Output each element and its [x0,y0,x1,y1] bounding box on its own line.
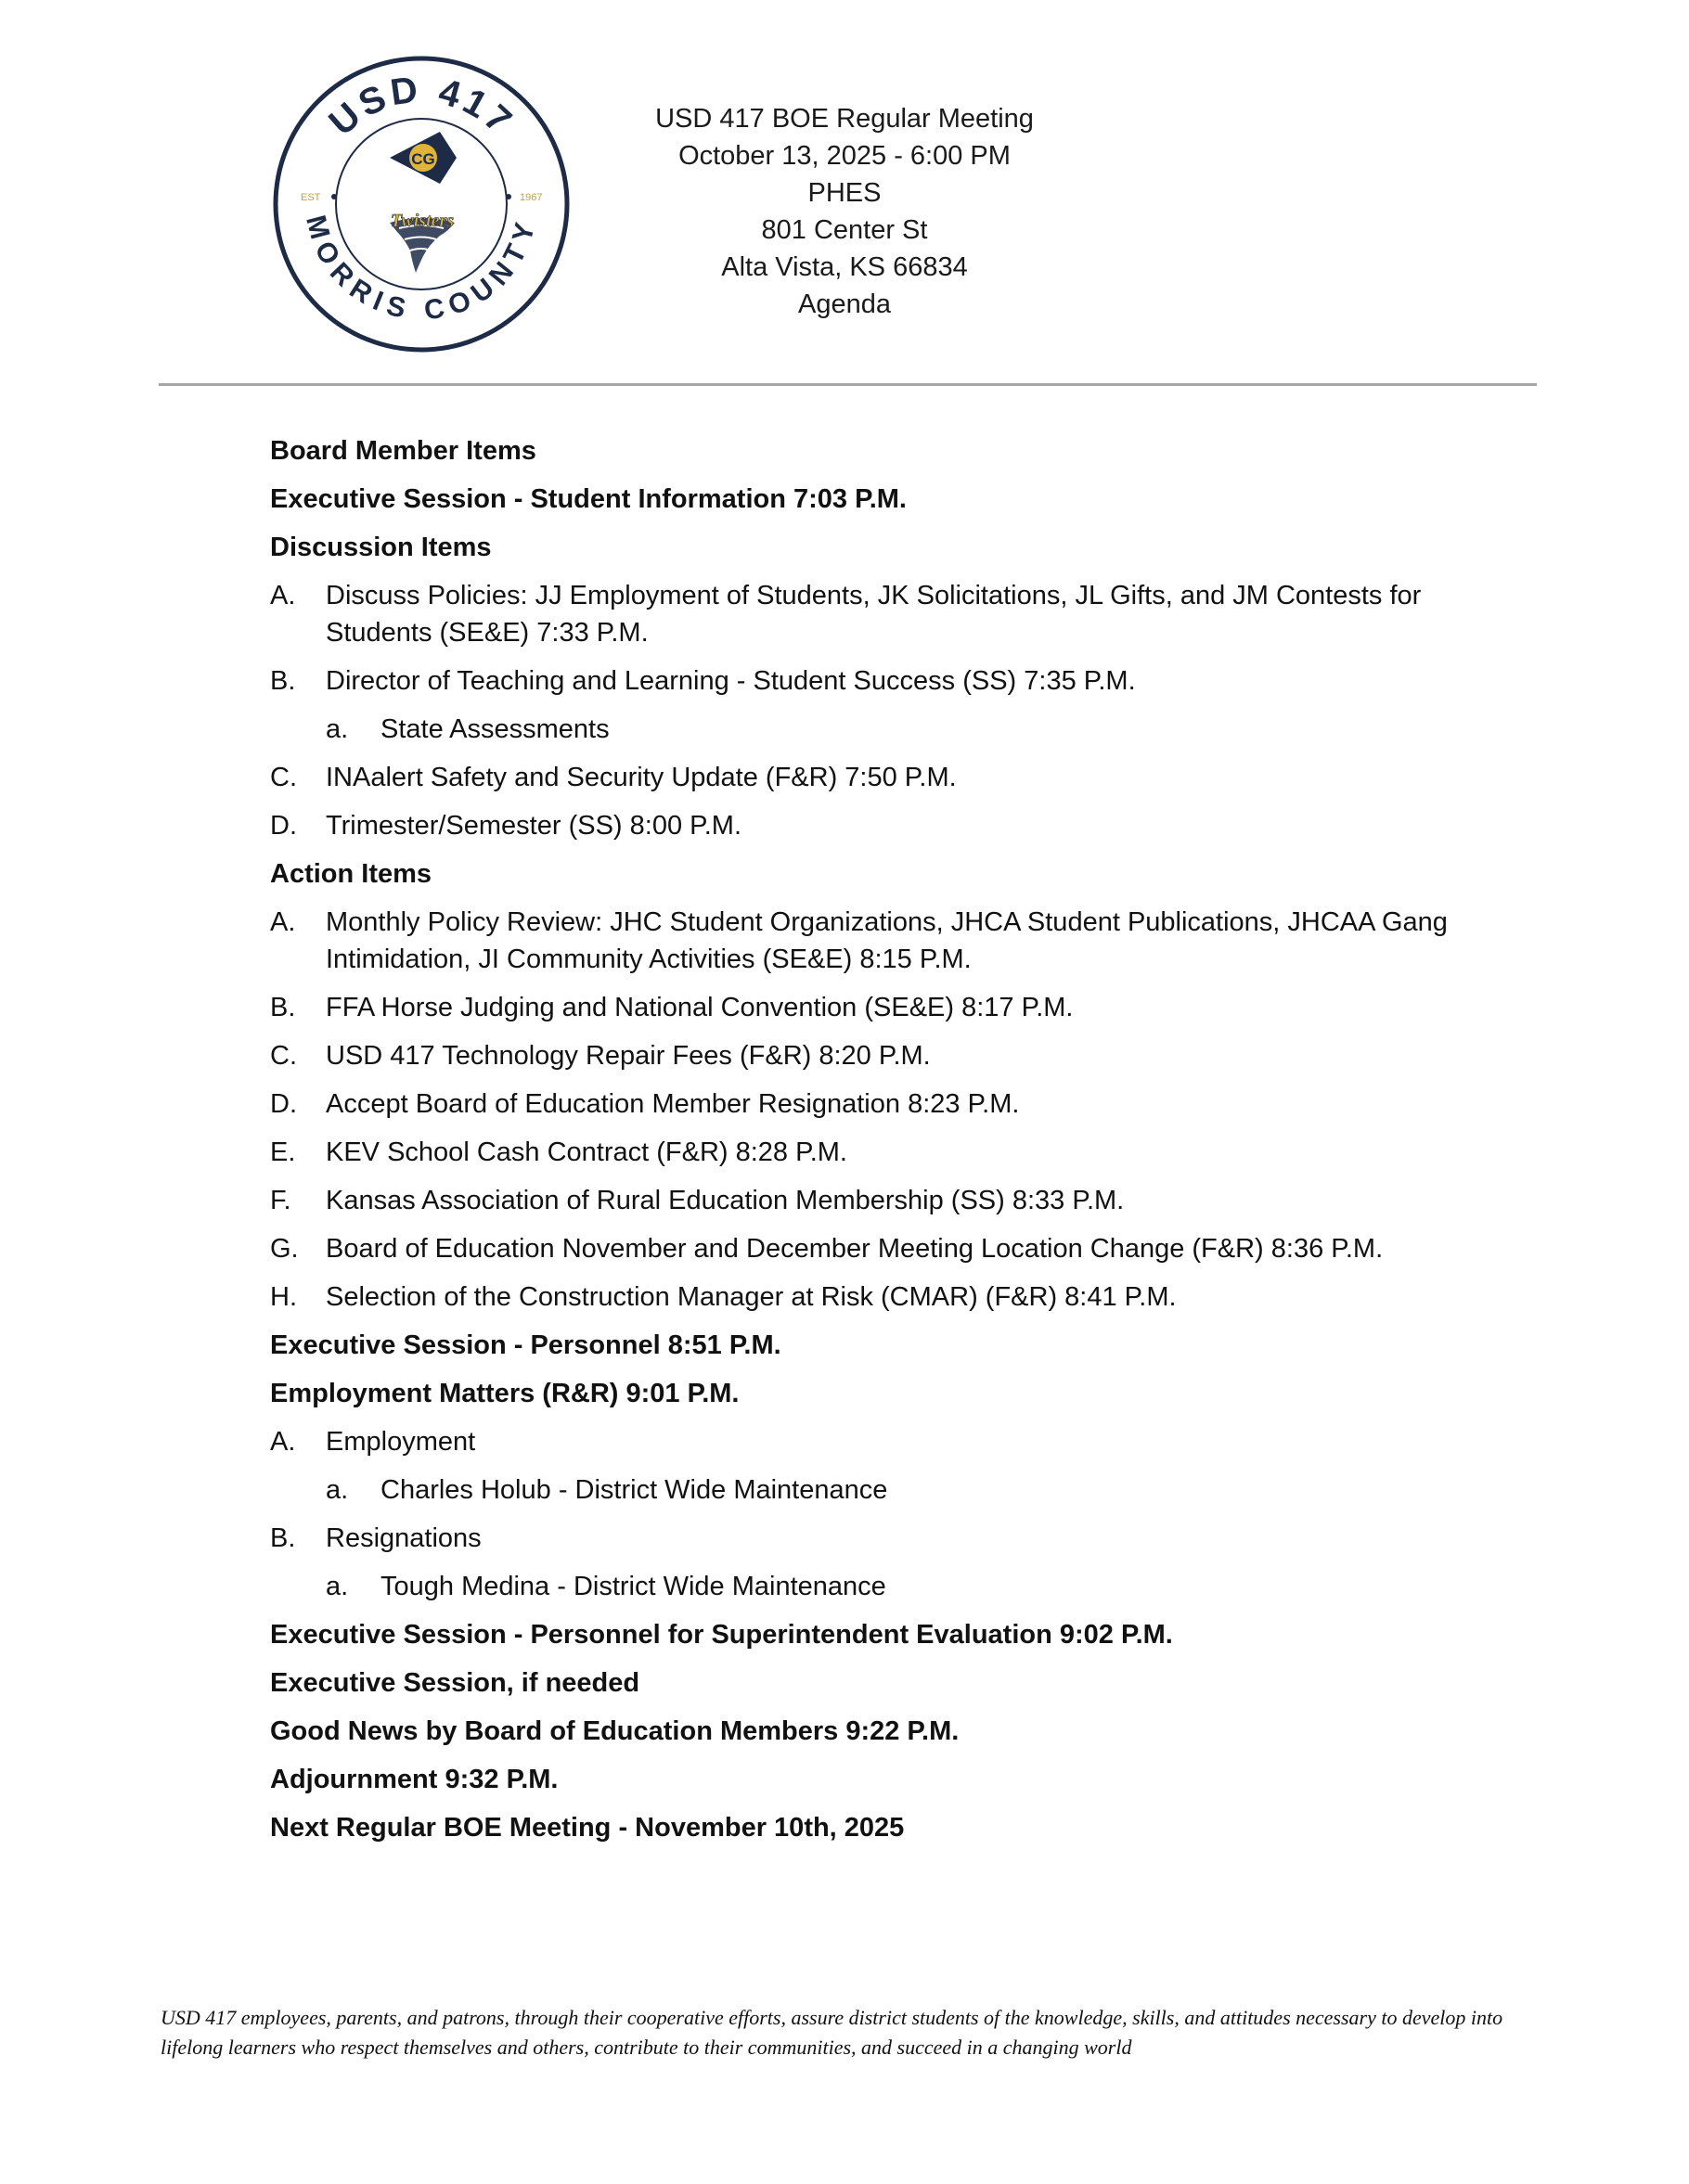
item-letter: H. [270,1282,297,1312]
list-item [270,1423,1523,1460]
agenda-body [270,432,1523,1857]
item-letter: F. [270,1186,291,1215]
logo-bottom-text: MORRIS COUNTY [300,212,543,327]
list-item [270,807,1523,844]
item-text: Resignations [326,1523,482,1553]
item-letter: B. [270,1523,296,1553]
item-text: Employment [326,1427,476,1457]
item-letter: A. [270,1427,296,1457]
item-text: FFA Horse Judging and National Convention (SE&E) 8:17 P.M. [326,993,1074,1022]
item-letter: A. [270,907,296,937]
section-adjournment: Adjournment 9:32 P.M. [270,1765,559,1794]
list-item [270,904,1523,978]
district-logo [271,54,572,354]
section-employment-matters: Employment Matters (R&R) 9:01 P.M. [270,1379,740,1408]
header-divider [159,383,1537,386]
sub-item-text: Charles Holub - District Wide Maintenance [380,1475,888,1505]
mission-statement: USD 417 employees, parents, and patrons, through their cooperative efforts, assure district students of the knowledge, skills, and attitudes necessary to develop into lifelong learners who respect themselves and others, contribute to their communities, and succeed in a changing world [161,2006,1503,2059]
list-item [270,577,1523,651]
list-item [270,1134,1523,1171]
list-item [270,1278,1523,1316]
list-item [270,662,1523,700]
section-board-member-items: Board Member Items [270,436,536,466]
item-text: INAalert Safety and Security Update (F&R) 7:50 P.M. [326,763,957,792]
item-letter: A. [270,581,296,610]
item-text: Trimester/Semester (SS) 8:00 P.M. [326,811,742,841]
item-letter: C. [270,763,297,792]
sub-item-letter: a. [326,1475,349,1505]
list-item [270,1230,1523,1267]
meeting-date: October 13, 2025 - 6:00 PM [678,141,1011,171]
item-text: Kansas Association of Rural Education Membership (SS) 8:33 P.M. [326,1186,1125,1215]
meeting-city: Alta Vista, KS 66834 [721,252,968,282]
meeting-header [594,100,1095,323]
item-text: Discuss Policies: JJ Employment of Students, JK Solicitations, JL Gifts, and JM Contests for Students (SE&E) 7:33 P.M. [326,581,1422,648]
section-exec-session-if-needed: Executive Session, if needed [270,1668,640,1698]
section-exec-session-personnel: Executive Session - Personnel 8:51 P.M. [270,1330,781,1360]
item-letter: B. [270,666,296,696]
section-exec-session-superintendent: Executive Session - Personnel for Superintendent Evaluation 9:02 P.M. [270,1620,1173,1650]
logo-year: 1967 [520,192,543,203]
item-letter: D. [270,811,297,841]
item-text: Accept Board of Education Member Resignation 8:23 P.M. [326,1089,1020,1119]
list-item [270,1086,1523,1123]
section-next-meeting: Next Regular BOE Meeting - November 10th, 2025 [270,1813,905,1843]
item-letter: B. [270,993,296,1022]
item-text: USD 417 Technology Repair Fees (F&R) 8:20 P.M. [326,1041,931,1071]
section-action-items: Action Items [270,859,432,889]
svg-text:USD 417 [321,69,522,144]
section-discussion-items: Discussion Items [270,533,492,562]
item-text: Board of Education November and December Meeting Location Change (F&R) 8:36 P.M. [326,1234,1384,1264]
meeting-title: USD 417 BOE Regular Meeting [655,104,1034,134]
sub-list-item [326,1471,1523,1509]
section-good-news: Good News by Board of Education Members 9:22 P.M. [270,1716,960,1746]
logo-emblem-letters: CG [411,150,435,168]
sub-item-letter: a. [326,714,349,744]
meeting-location-name: PHES [807,178,882,208]
item-letter: D. [270,1089,297,1119]
sub-list-item [326,711,1523,748]
logo-dot-right [506,194,511,199]
sub-list-item [326,1568,1523,1605]
tornado-icon [390,211,455,273]
meeting-street: 801 Center St [761,215,928,245]
list-item [270,1182,1523,1219]
item-text: Monthly Policy Review: JHC Student Organizations, JHCA Student Publications, JHCAA Gang Intimidation, JI Community Activities (SE&E) 8:15 P.M. [326,907,1448,974]
item-letter: G. [270,1234,299,1264]
logo-est-label: EST [301,192,321,203]
list-item [270,1037,1523,1074]
sub-item-text: Tough Medina - District Wide Maintenance [380,1572,886,1601]
sub-item-text: State Assessments [380,714,610,744]
logo-dot-left [331,194,337,199]
item-text: KEV School Cash Contract (F&R) 8:28 P.M. [326,1137,847,1167]
logo-top-text: USD 417 [321,69,522,144]
list-item [270,1520,1523,1557]
section-exec-session-student: Executive Session - Student Information 7:03 P.M. [270,484,907,514]
item-text: Director of Teaching and Learning - Student Success (SS) 7:35 P.M. [326,666,1136,696]
item-letter: E. [270,1137,296,1167]
document-type: Agenda [798,289,891,319]
logo-mascot-text: Twisters [390,211,455,231]
item-letter: C. [270,1041,297,1071]
sub-item-letter: a. [326,1572,349,1601]
list-item [270,759,1523,796]
item-text: Selection of the Construction Manager at Risk (CMAR) (F&R) 8:41 P.M. [326,1282,1177,1312]
arrowhead-icon [390,132,457,184]
list-item [270,989,1523,1026]
